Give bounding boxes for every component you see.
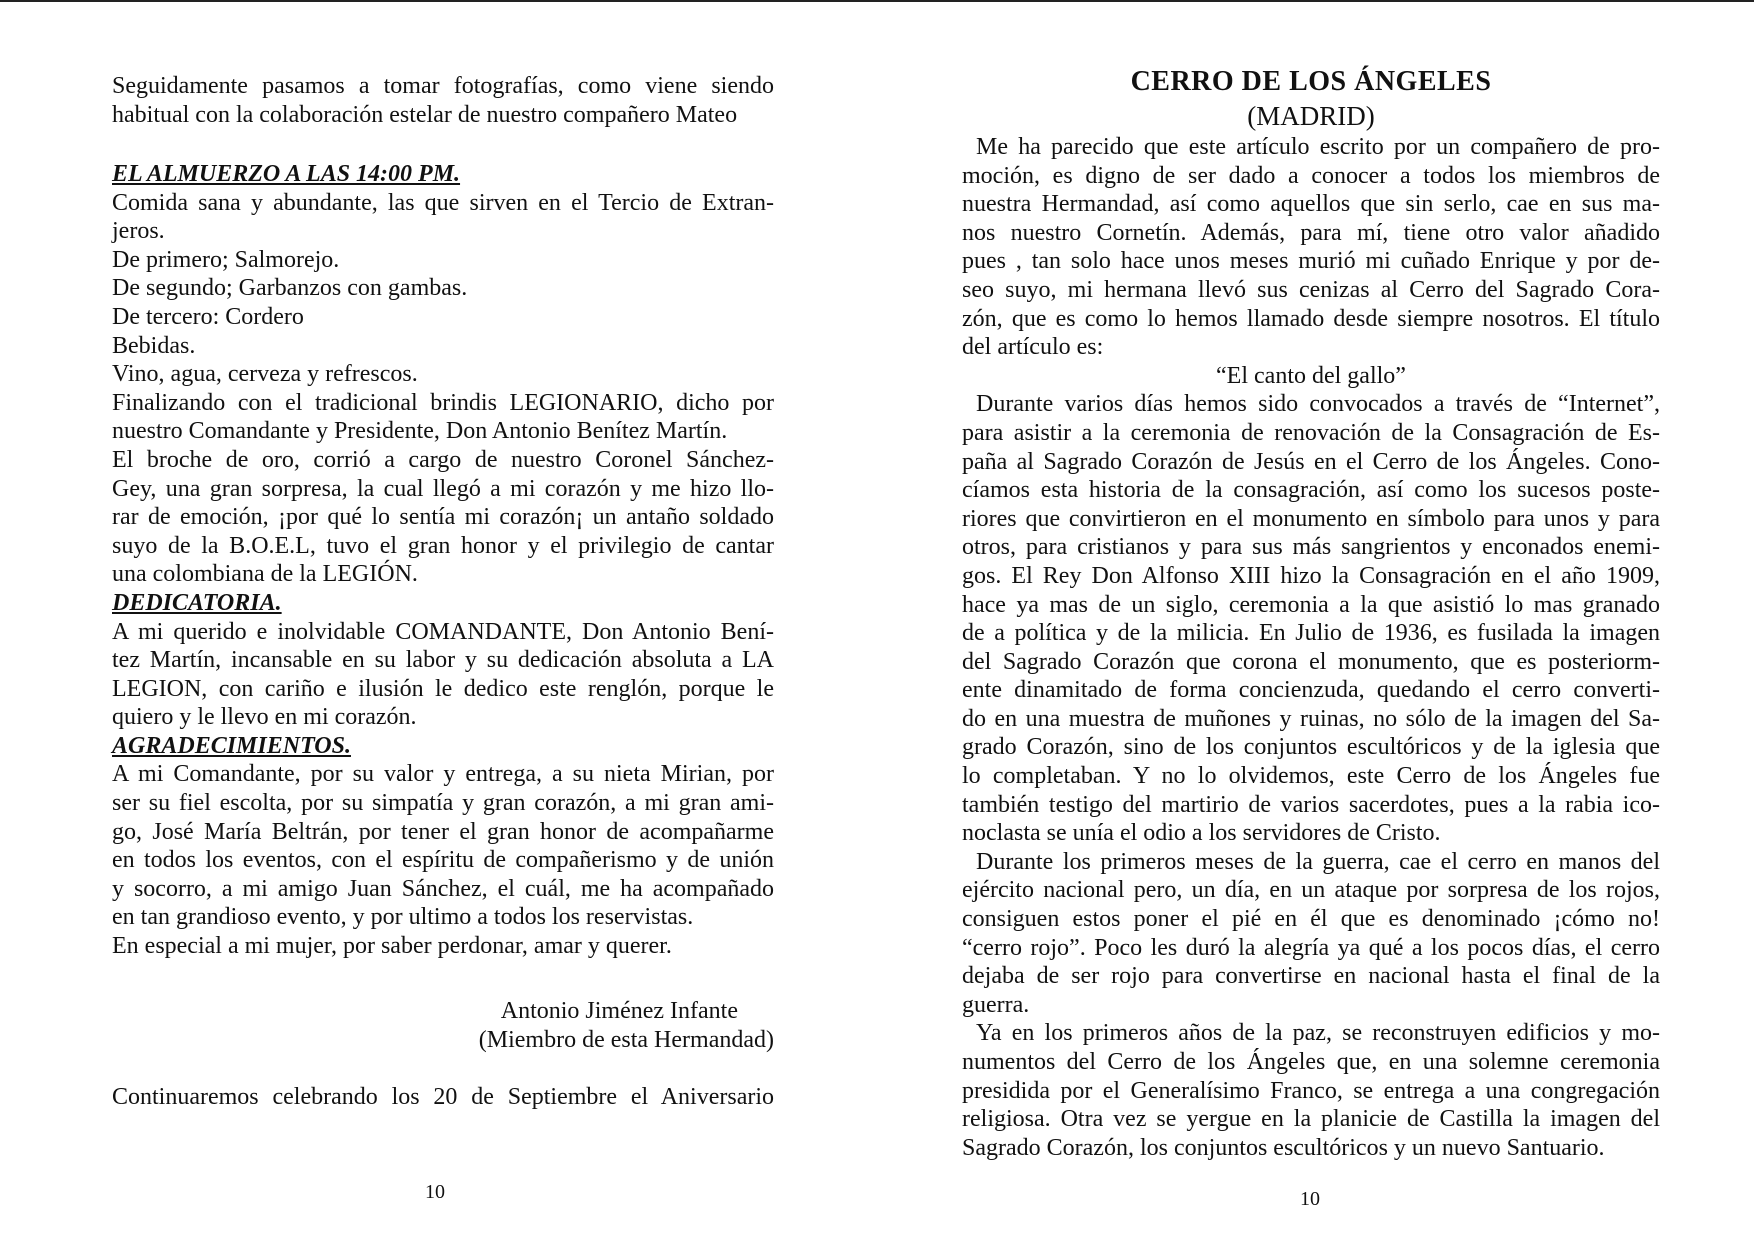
text-line: cíamos esta historia de la consagración, así como los sucesos poste- — [962, 477, 1660, 504]
text-line: moción, es digno de ser dado a conocer a todos los miembros de — [962, 162, 1660, 189]
menu-item: De primero; Salmorejo. — [112, 246, 340, 273]
text-line: lo completaban. Y no lo olvidemos, este Cerro de los Ángeles fue — [962, 763, 1660, 790]
text-line: nuestro Comandante y Presidente, Don Antonio Benítez Martín. — [112, 418, 728, 445]
article-heading: CERRO DE LOS ÁNGELES — [1130, 66, 1492, 97]
signature-block — [112, 997, 774, 1054]
text-line: zón, que es como lo hemos llamado desde siempre nosotros. El título — [962, 305, 1660, 332]
text-line: del Sagrado Corazón que corona el monumento, que es posteriorm- — [962, 648, 1660, 675]
text-line: A mi querido e inolvidable COMANDANTE, Don Antonio Bení- — [112, 618, 774, 645]
text-line: nos nuestro Cornetín. Además, para mí, tiene otro valor añadido — [962, 219, 1660, 246]
text-line: grado Corazón, sino de los conjuntos escultóricos y de la iglesia que — [962, 734, 1660, 761]
article-subheading: (MADRID) — [1247, 101, 1375, 131]
text-line: en tan grandioso evento, y por ultimo a todos los reservistas. — [112, 904, 694, 931]
text-line: “cerro rojo”. Poco les duró la alegría ya qué a los pocos días, el cerro — [962, 934, 1660, 961]
text-line: habitual con la colaboración estelar de nuestro compañero Mateo — [112, 101, 738, 128]
right-page — [962, 0, 1660, 1240]
text-line: presidida por el Generalísimo Franco, se entrega a una congregación — [962, 1077, 1660, 1104]
text-line: En especial a mi mujer, por saber perdonar, amar y querer. — [112, 933, 672, 960]
menu-item: De tercero: Cordero — [112, 303, 304, 330]
text-line: guerra. — [962, 991, 1030, 1018]
text-line: do en una muestra de muñones y ruinas, no sólo de la imagen del Sa- — [962, 705, 1660, 732]
menu-item: De segundo; Garbanzos con gambas. — [112, 275, 468, 302]
text-line: ente dinamitado de forma concienzuda, quedando el cerro converti- — [962, 677, 1660, 704]
text-line: rar de emoción, ¡por qué lo sentía mi corazón¡ un antaño soldado — [112, 504, 774, 531]
text-line: pues , tan solo hace unos meses murió mi cuñado Enrique y por de- — [962, 248, 1660, 275]
dedicatoria-heading: DEDICATORIA. — [112, 589, 282, 616]
text-line: Continuaremos celebrando los 20 de Septiembre el Aniversario — [112, 1084, 774, 1110]
text-line: riores que convirtieron en el monumento en símbolo para unos y para — [962, 505, 1660, 532]
agradecimientos-heading: AGRADECIMIENTOS. — [112, 732, 351, 759]
text-line: quiero y le llevo en mi corazón. — [112, 704, 417, 731]
menu-item: Vino, agua, cerveza y refrescos. — [112, 361, 418, 388]
text-line: ejército nacional pero, un día, en un ataque por sorpresa de los rojos, — [962, 877, 1660, 904]
text-line: seo suyo, mi hermana llevó sus cenizas al Cerro del Sagrado Cora- — [962, 276, 1660, 303]
almuerzo-heading: EL ALMUERZO A LAS 14:00 PM. — [112, 161, 461, 187]
closing-paragraph — [112, 1083, 774, 1112]
text-line: Sagrado Corazón, los conjuntos escultóricos y un nuevo Santuario. — [962, 1134, 1605, 1161]
text-line: go, José María Beltrán, por tener el gran honor de acompañarme — [112, 818, 774, 845]
text-line: gos. El Rey Don Alfonso XIII hizo la Consagración en el año 1909, — [962, 562, 1660, 589]
text-line: Gey, una gran sorpresa, la cual llegó a mi corazón y me hizo llo- — [112, 475, 774, 502]
text-line: tez Martín, incansable en su labor y su dedicación absoluta a LA — [112, 647, 774, 674]
text-line: Finalizando con el tradicional brindis LEGIONARIO, dicho por — [112, 389, 774, 416]
text-line: numentos del Cerro de los Ángeles que, en una solemne ceremonia — [962, 1049, 1660, 1075]
text-line: y socorro, a mi amigo Juan Sánchez, el cuál, me ha acompañado — [112, 875, 774, 902]
page-number-right: 10 — [1300, 1188, 1320, 1210]
text-line: también testigo del martirio de varios sacerdotes, pues a la rabia ico- — [962, 791, 1660, 818]
text-line: dejaba de ser rojo para convertirse en nacional hasta el final de la — [962, 963, 1660, 990]
text-line: Ya en los primeros años de la paz, se reconstruyen edificios y mo- — [976, 1020, 1660, 1047]
text-line: consiguen estos poner el pié en él que es denominado ¡cómo no! — [962, 906, 1660, 933]
text-line: ser su fiel escolta, por su simpatía y gran corazón, a mi gran ami- — [112, 790, 774, 817]
text-line: Comida sana y abundante, las que sirven en el Tercio de Extran- — [112, 189, 774, 216]
text-line: para asistir a la ceremonia de renovación de la Consagración de Es- — [962, 419, 1660, 446]
text-line: suyo de la B.O.E.L, tuvo el gran honor y el privilegio de cantar — [112, 532, 774, 559]
intro-paragraph — [112, 72, 774, 129]
text-line: del artículo es: — [962, 334, 1104, 361]
text-line: en todos los eventos, con el espíritu de compañerismo y de unión — [112, 847, 774, 874]
text-line: de a política y de la milicia. En Julio de 1936, es fusilada la imagen — [962, 620, 1660, 647]
text-line: paña al Sagrado Corazón de Jesús en el Cerro de los Ángeles. Cono- — [962, 448, 1660, 475]
signature-role: (Miembro de esta Hermandad) — [478, 1026, 774, 1053]
menu-item: Bebidas. — [112, 332, 196, 359]
text-line: una colombiana de la LEGIÓN. — [112, 561, 418, 588]
text-line: El broche de oro, corrió a cargo de nuestro Coronel Sánchez- — [112, 446, 774, 473]
text-line: otros, para cristianos y para sus más sangrientos y enconados enemi- — [962, 534, 1660, 561]
page-number-left: 10 — [425, 1181, 445, 1203]
text-line: noclasta se unía el odio a los servidores de Cristo. — [962, 820, 1441, 847]
text-line: A mi Comandante, por su valor y entrega, a su nieta Mirian, por — [112, 761, 774, 788]
text-line: LEGION, con cariño e ilusión le dedico este renglón, porque le — [112, 675, 774, 702]
text-line: Seguidamente pasamos a tomar fotografías, como viene siendo — [112, 73, 774, 99]
text-line: Me ha parecido que este artículo escrito por un compañero de pro- — [976, 134, 1660, 160]
left-page — [112, 0, 774, 1240]
text-line: religiosa. Otra vez se yergue en la planicie de Castilla la imagen del — [962, 1106, 1660, 1133]
left-main-text — [112, 160, 774, 961]
text-line: Durante varios días hemos sido convocados a través de “Internet”, — [976, 391, 1660, 418]
text-line: hace ya mas de un siglo, ceremonia a la que asistió lo mas granado — [962, 591, 1660, 618]
text-line: nuestra Hermandad, así como aquellos que sin serlo, cae en sus ma- — [962, 191, 1660, 218]
right-main-text — [962, 133, 1660, 1162]
signature-name: Antonio Jiménez Infante — [500, 998, 738, 1024]
text-line: jeros. — [112, 218, 165, 245]
text-line: Durante los primeros meses de la guerra, cae el cerro en manos del — [976, 848, 1660, 875]
article-quote-title: “El canto del gallo” — [1216, 362, 1406, 389]
